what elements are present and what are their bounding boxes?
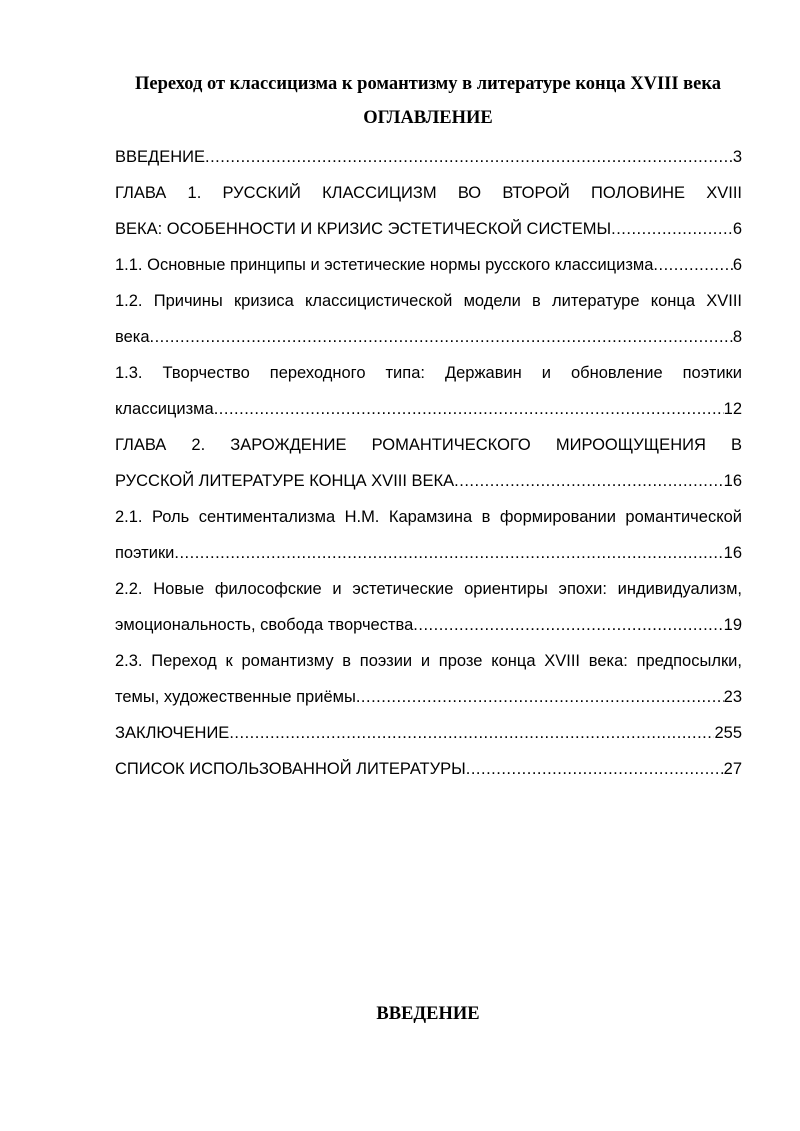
toc-entry-title: ВВЕДЕНИЕ [115, 148, 205, 166]
toc-page-number: 12 [723, 400, 742, 418]
toc-entry[interactable] [115, 247, 742, 283]
toc-entry-title: поэтики [115, 544, 175, 562]
toc-entry-title: СПИСОК ИСПОЛЬЗОВАННОЙ ЛИТЕРАТУРЫ [115, 760, 466, 778]
toc-entry[interactable] [115, 355, 742, 427]
section-heading-introduction: ВВЕДЕНИЕ [376, 1004, 480, 1024]
toc-page-number: 23 [723, 688, 742, 706]
toc-leader-dots [413, 607, 723, 643]
toc-page-number: 6 [732, 256, 742, 274]
toc-entry-title: ВЕКА: ОСОБЕННОСТИ И КРИЗИС ЭСТЕТИЧЕСКОЙ СИСТЕМЫ [115, 220, 612, 238]
table-of-contents [115, 139, 742, 787]
toc-entry[interactable] [115, 643, 742, 715]
toc-leader-dots [229, 715, 714, 751]
toc-entry-line [115, 607, 742, 643]
toc-entry-title: ЗАКЛЮЧЕНИЕ [115, 724, 230, 742]
toc-entry-line [115, 211, 742, 247]
toc-leader-dots [653, 247, 732, 283]
toc-page-number: 8 [732, 328, 742, 346]
toc-leader-dots [356, 679, 724, 715]
toc-page-number: 16 [723, 544, 742, 562]
toc-entry-line [115, 715, 742, 751]
toc-entry[interactable] [115, 499, 742, 571]
toc-entry-line [115, 535, 742, 571]
toc-entry[interactable] [115, 571, 742, 643]
toc-entry-title: классицизма [115, 400, 214, 418]
toc-entry-title: РУССКОЙ ЛИТЕРАТУРЕ КОНЦА XVIII ВЕКА [115, 472, 455, 490]
toc-entry[interactable] [115, 715, 742, 751]
toc-entry-text: ГЛАВА 1. РУССКИЙ КЛАССИЦИЗМ ВО ВТОРОЙ ПОЛОВИНЕ XVIII [115, 184, 742, 202]
toc-entry-line [115, 391, 742, 427]
toc-entry-title: 1.1. Основные принципы и эстетические нормы русского классицизма [115, 256, 654, 274]
toc-entry-text: 2.3. Переход к романтизму в поэзии и прозе конца XVIII века: предпосылки, [115, 652, 742, 670]
toc-entry-line [115, 319, 742, 355]
toc-entry-text: 2.2. Новые философские и эстетические ориентиры эпохи: индивидуализм, [115, 580, 742, 598]
document-title: Переход от классицизма к романтизму в литературе конца XVIII века [134, 74, 722, 94]
toc-entry-title: эмоциональность, свобода творчества [115, 616, 414, 634]
toc-entry[interactable] [115, 175, 742, 247]
toc-page-number: 6 [732, 220, 742, 238]
toc-leader-dots [174, 535, 723, 571]
toc-leader-dots [205, 139, 733, 175]
toc-entry-line [115, 679, 742, 715]
toc-page-number: 16 [723, 472, 742, 490]
toc-entry-title: века [115, 328, 150, 346]
toc-leader-dots [214, 391, 724, 427]
toc-heading: ОГЛАВЛЕНИЕ [363, 108, 493, 128]
toc-entry[interactable] [115, 751, 742, 787]
toc-entry-text: ГЛАВА 2. ЗАРОЖДЕНИЕ РОМАНТИЧЕСКОГО МИРООЩУЩЕНИЯ В [115, 436, 742, 454]
toc-leader-dots [150, 319, 733, 355]
toc-page-number: 255 [714, 724, 742, 742]
toc-entry[interactable] [115, 139, 742, 175]
toc-page-number: 3 [732, 148, 742, 166]
toc-entry[interactable] [115, 427, 742, 499]
toc-leader-dots [454, 463, 723, 499]
toc-entry-line [115, 247, 742, 283]
toc-entry-line [115, 139, 742, 175]
toc-entry-line [115, 463, 742, 499]
toc-page-number: 27 [723, 760, 742, 778]
toc-page-number: 19 [723, 616, 742, 634]
toc-entry-text: 2.1. Роль сентиментализма Н.М. Карамзина в формировании романтической [115, 508, 742, 526]
toc-entry-line [115, 751, 742, 787]
toc-leader-dots [611, 211, 733, 247]
toc-entry[interactable] [115, 283, 742, 355]
toc-entry-text: 1.3. Творчество переходного типа: Державин и обновление поэтики [115, 364, 742, 382]
toc-entry-text: 1.2. Причины кризиса классицистической модели в литературе конца XVIII [115, 292, 742, 310]
toc-entry-title: темы, художественные приёмы [115, 688, 356, 706]
toc-leader-dots [466, 751, 724, 787]
